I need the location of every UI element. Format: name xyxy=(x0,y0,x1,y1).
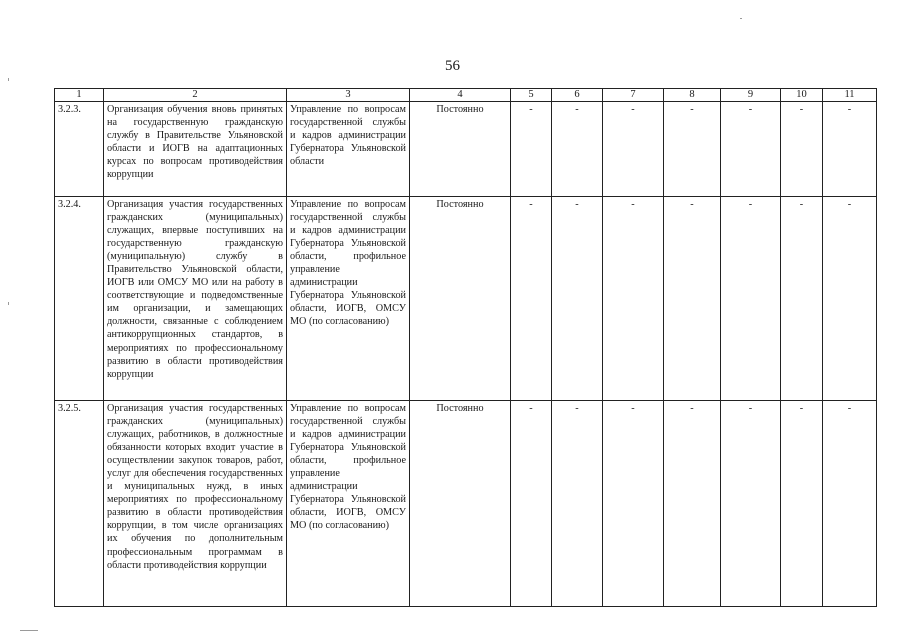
value-cell: - xyxy=(552,102,603,197)
col-header: 9 xyxy=(721,89,781,102)
value-cell: - xyxy=(603,102,664,197)
scan-speck xyxy=(8,302,9,305)
col-header: 8 xyxy=(664,89,721,102)
value-cell: - xyxy=(511,197,552,401)
executor-text: Управление по вопросам государственной службы и кадров администрации Губернатора Ульяновской области xyxy=(287,102,410,197)
value-cell: - xyxy=(823,102,877,197)
term-text: Постоянно xyxy=(410,197,511,401)
measure-text: Организация обучения вновь принятых на государственную гражданскую службу в Правительстве Ульяновской области и ИОГВ на адаптационных курсах по вопросам противодействия коррупции xyxy=(104,102,287,197)
value-cell: - xyxy=(664,102,721,197)
value-cell: - xyxy=(781,197,823,401)
col-header: 4 xyxy=(410,89,511,102)
col-header: 1 xyxy=(55,89,104,102)
col-header: 11 xyxy=(823,89,877,102)
value-cell: - xyxy=(664,401,721,607)
table-row xyxy=(55,102,877,197)
scan-speck xyxy=(740,18,742,19)
item-number: 3.2.5. xyxy=(55,401,104,607)
measures-table xyxy=(54,88,877,607)
value-cell: - xyxy=(511,102,552,197)
measure-text: Организация участия государственных гражданских (муниципальных) служащих, впервые поступивших на государственную гражданскую (муниципальную) службу в Правительство Ульяновской области, ИОГВ или ОМСУ МО или на работу в соответствующие и подведомственные им организации, и замещающих должности, связанные с соблюдением антикоррупционных стандартов, в мероприятиях по профессиональному развитию в области противодействия коррупции xyxy=(104,197,287,401)
col-header: 10 xyxy=(781,89,823,102)
measure-text: Организация участия государственных гражданских (муниципальных) служащих, работников, в должностные обязанности которых входит участие в осуществлении закупок товаров, работ, услуг для обеспечения государственных и муниципальных нужд, в иных мероприятиях по профессиональному развитию в области противодействия коррупции, в том числе организациях их обучения по дополнительным профессиональным программам в области противодействия коррупции xyxy=(104,401,287,607)
value-cell: - xyxy=(552,401,603,607)
col-header: 6 xyxy=(552,89,603,102)
page-number: 56 xyxy=(445,58,460,74)
value-cell: - xyxy=(603,197,664,401)
header-row xyxy=(55,89,877,102)
value-cell: - xyxy=(823,401,877,607)
value-cell: - xyxy=(781,102,823,197)
scan-speck xyxy=(8,78,9,81)
value-cell: - xyxy=(511,401,552,607)
item-number: 3.2.4. xyxy=(55,197,104,401)
value-cell: - xyxy=(721,102,781,197)
value-cell: - xyxy=(603,401,664,607)
value-cell: - xyxy=(823,197,877,401)
value-cell: - xyxy=(781,401,823,607)
col-header: 2 xyxy=(104,89,287,102)
executor-text: Управление по вопросам государственной службы и кадров администрации Губернатора Ульяновской области, профильное управление администрации Губернатора Ульяновской области, ИОГВ, ОМСУ МО (по согласованию) xyxy=(287,197,410,401)
item-number: 3.2.3. xyxy=(55,102,104,197)
col-header: 7 xyxy=(603,89,664,102)
value-cell: - xyxy=(664,197,721,401)
value-cell: - xyxy=(721,401,781,607)
table-row xyxy=(55,197,877,401)
term-text: Постоянно xyxy=(410,102,511,197)
term-text: Постоянно xyxy=(410,401,511,607)
col-header: 3 xyxy=(287,89,410,102)
value-cell: - xyxy=(721,197,781,401)
value-cell: - xyxy=(552,197,603,401)
col-header: 5 xyxy=(511,89,552,102)
table-row xyxy=(55,401,877,607)
scan-speck xyxy=(20,630,38,631)
executor-text: Управление по вопросам государственной службы и кадров администрации Губернатора Ульяновской области, профильное управление администрации Губернатора Ульяновской области, ИОГВ, ОМСУ МО (по согласованию) xyxy=(287,401,410,607)
